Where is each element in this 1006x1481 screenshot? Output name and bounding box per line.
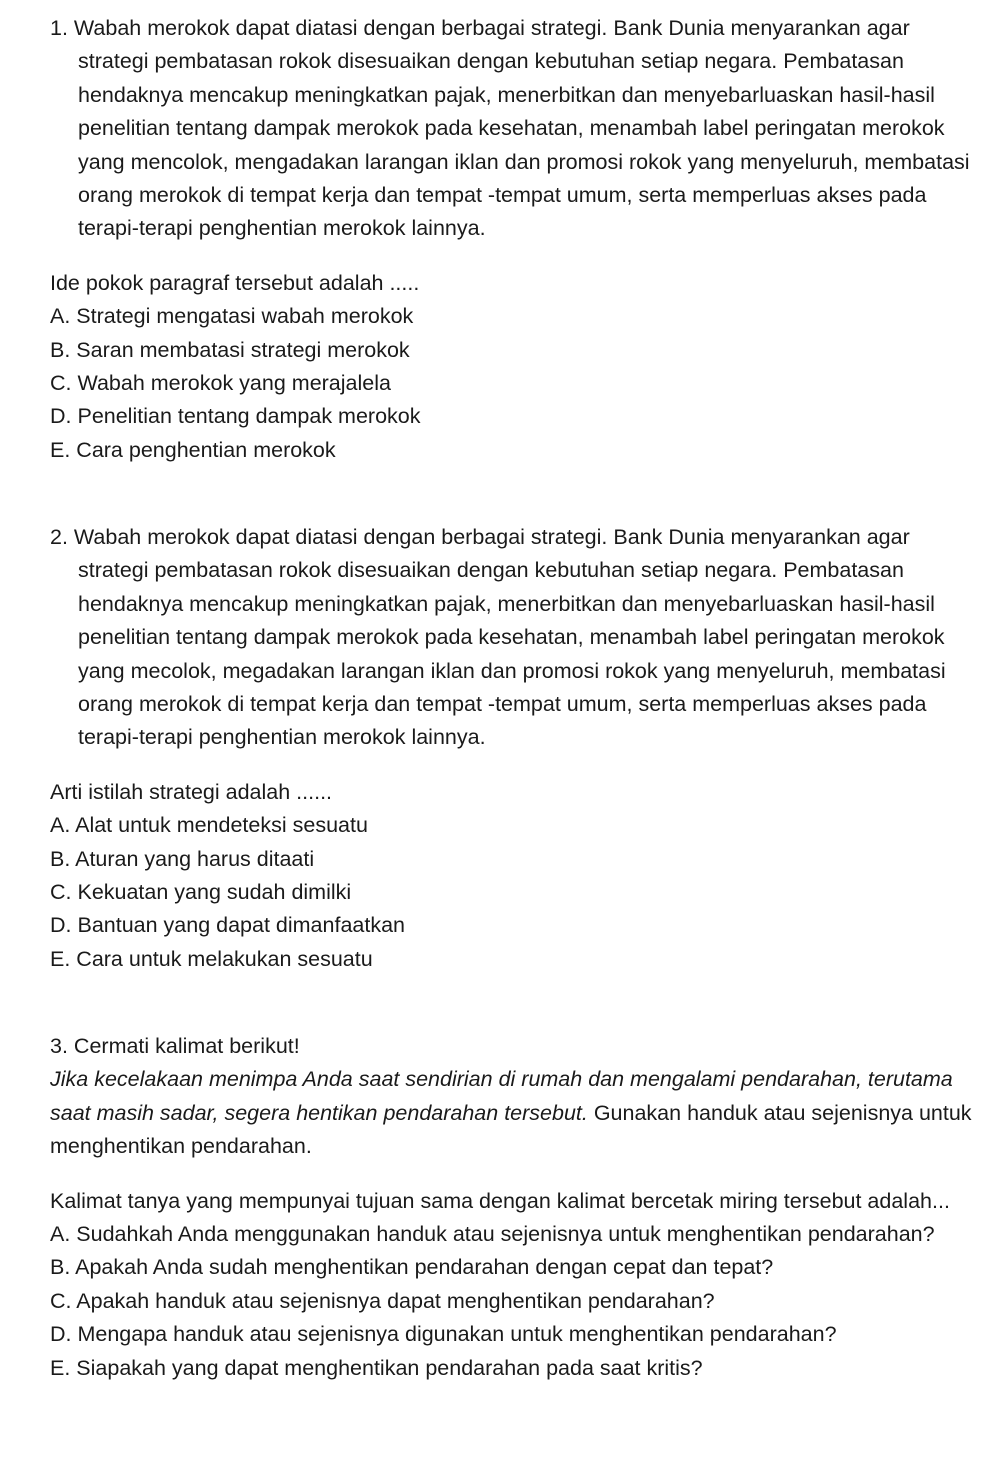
option-e[interactable]: E. Cara untuk melakukan sesuatu xyxy=(50,946,373,971)
question-3-prompt: Kalimat tanya yang mempunyai tujuan sama dengan kalimat bercetak miring tersebut adalah... xyxy=(50,1188,950,1213)
option-d[interactable]: D. Bantuan yang dapat dimanfaatkan xyxy=(50,913,406,938)
question-3 xyxy=(50,1030,986,1385)
option-b[interactable]: B. Saran membatasi strategi merokok xyxy=(50,337,410,362)
question-2 xyxy=(50,521,986,976)
option-d[interactable]: D. Penelitian tentang dampak merokok xyxy=(50,404,421,429)
question-2-prompt: Arti istilah strategi adalah ...... xyxy=(50,779,333,804)
option-b[interactable]: B. Apakah Anda sudah menghentikan pendarahan dengan cepat dan tepat? xyxy=(50,1255,774,1280)
italic-sentence: Jika kecelakaan menimpa Anda saat sendirian di rumah dan mengalami pendarahan, terutama saat masih sadar, segera hentikan pendarahan tersebut. xyxy=(50,1067,953,1125)
option-d[interactable]: D. Mengapa handuk atau sejenisnya digunakan untuk menghentikan pendarahan? xyxy=(50,1322,837,1347)
option-e[interactable]: E. Siapakah yang dapat menghentikan pendarahan pada saat kritis? xyxy=(50,1355,703,1380)
option-e[interactable]: E. Cara penghentian merokok xyxy=(50,437,336,462)
question-number: 1. xyxy=(50,16,68,40)
option-a[interactable]: A. Strategi mengatasi wabah merokok xyxy=(50,304,414,329)
passage-text: Wabah merokok dapat diatasi dengan berbagai strategi. Bank Dunia menyarankan agar strategi pembatasan rokok disesuaikan dengan kebutuhan setiap negara. Pembatasan hendaknya mencakup meningkatkan pajak, menerbitkan dan menyebarluaskan hasil-hasil penelitian tentang dampak merokok pada kesehatan, menambah label peringatan merokok yang mencolok, mengadakan larangan iklan dan promosi rokok yang menyeluruh, membatasi orang merokok di tempat kerja dan tempat -tempat umum, serta memperluas akses pada terapi-terapi penghentian merokok lainnya. xyxy=(73,16,970,241)
plain-sentence: Gunakan handuk atau sejenisnya untuk menghentikan pendarahan. xyxy=(50,1100,972,1159)
option-a[interactable]: A. Alat untuk mendeteksi sesuatu xyxy=(50,813,368,838)
passage-text: Wabah merokok dapat diatasi dengan berbagai strategi. Bank Dunia menyarankan agar strategi pembatasan rokok disesuaikan dengan kebutuhan setiap negara. Pembatasan hendaknya mencakup meningkatkan pajak, menerbitkan dan menyebarluaskan hasil-hasil penelitian tentang dampak merokok pada kesehatan, menambah label peringatan merokok yang mecolok, megadakan larangan iklan dan promosi rokok yang menyeluruh, membatasi orang merokok di tempat kerja dan tempat -tempat umum, serta memperluas akses pada terapi-terapi penghentian merokok lainnya. xyxy=(73,525,946,750)
question-1-prompt: Ide pokok paragraf tersebut adalah ..... xyxy=(50,270,420,295)
option-b[interactable]: B. Aturan yang harus ditaati xyxy=(50,846,315,871)
question-1-passage xyxy=(50,12,986,246)
question-3-passage xyxy=(50,1063,986,1163)
intro-text: Cermati kalimat berikut! xyxy=(73,1034,300,1058)
option-c[interactable]: C. Wabah merokok yang merajalela xyxy=(50,371,391,396)
question-number: 3. xyxy=(50,1034,68,1058)
question-2-passage xyxy=(50,521,986,755)
question-3-intro xyxy=(50,1030,986,1063)
question-1 xyxy=(50,12,986,467)
option-c[interactable]: C. Apakah handuk atau sejenisnya dapat menghentikan pendarahan? xyxy=(50,1288,715,1313)
option-a[interactable]: A. Sudahkah Anda menggunakan handuk atau sejenisnya untuk menghentikan pendarahan? xyxy=(50,1222,935,1247)
question-number: 2. xyxy=(50,525,68,549)
option-c[interactable]: C. Kekuatan yang sudah dimilki xyxy=(50,880,352,905)
